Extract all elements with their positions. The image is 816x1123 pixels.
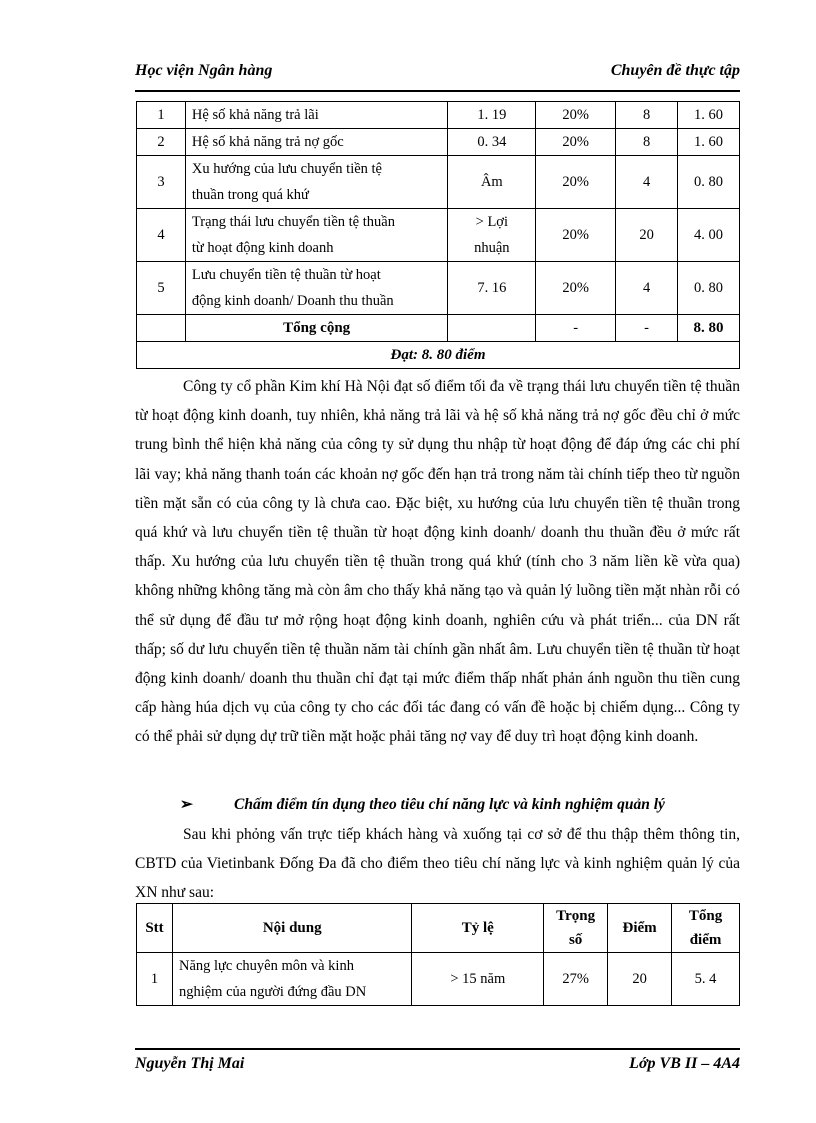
criterion-line: thuần trong quá khứ — [191, 187, 309, 203]
result-label: Đạt: 8. 80 điểm — [137, 342, 740, 369]
header-line: số — [568, 932, 583, 948]
row-value: 7. 16 — [448, 262, 536, 315]
row-weight: 20% — [536, 262, 616, 315]
section-heading — [180, 795, 665, 814]
analysis-paragraph: Công ty cổ phần Kim khí Hà Nội đạt số điểm tối đa về trạng thái lưu chuyển tiền tệ thuần từ hoạt động kinh doanh, tuy nhiên, khả năng trả lãi và hệ số khả năng trả nợ gốc đều chỉ ở mức trung bình thể hiện khả năng của công ty sử dụng thu nhập từ hoạt động để đáp ứng các chi phí lãi vay; khả năng thanh toán các khoản nợ gốc đến hạn trả trong năm tài chính tiếp theo từ nguồn tiền mặt sẵn có của công ty là chưa cao. Đặc biệt, xu hướng của lưu chuyển tiền tệ thuần trong quá khứ và lưu chuyển tiền tệ thuần từ hoạt động kinh doanh/ doanh thu thuần đều ở mức rất thấp. Xu hướng của lưu chuyển tiền tệ thuần trong quá khứ (tính cho 3 năm liền kề vừa qua) không những không tăng mà còn âm cho thấy khả năng tạo và quản lý luồng tiền mặt nhàn rỗi có thể sử dụng để đầu tư mở rộng hoạt động kinh doanh, nghiên cứu và phát triển... của DN rất thấp; số dư lưu chuyển tiền tệ thuần năm tài chính gần nhất âm. Lưu chuyển tiền tệ thuần từ hoạt động kinh doanh/ doanh thu thuần chỉ đạt tại mức điểm thấp nhất phản ánh nguồn thu tiền cung cấp hàng húa dịch vụ của công ty cho các đối tác đang có vấn đề hoặc bị chiếm dụng... Công ty có thể phải sử dụng dự trữ tiền mặt hoặc phải tăng nợ vay để duy trì hoạt động kinh doanh. — [135, 378, 740, 746]
table-row — [137, 953, 740, 1006]
section-heading-text: Chấm điểm tín dụng theo tiêu chí năng lực và kinh nghiệm quản lý — [234, 796, 665, 813]
criterion-line: động kinh doanh/ Doanh thu thuần — [191, 293, 394, 309]
total-value-empty — [448, 315, 536, 342]
row-criterion — [185, 262, 447, 315]
criterion-line: Trạng thái lưu chuyển tiền tệ thuần — [191, 214, 395, 230]
col-stt: Stt — [137, 904, 173, 953]
row-weight: 27% — [544, 953, 608, 1006]
row-total: 1. 60 — [678, 102, 740, 129]
row-criterion: Hệ số khả năng trả nợ gốc — [185, 129, 447, 156]
total-weight: - — [536, 315, 616, 342]
table-row — [137, 156, 740, 209]
table-row — [137, 262, 740, 315]
criterion-line: từ hoạt động kinh doanh — [191, 240, 334, 256]
row-stt: 2 — [137, 129, 186, 156]
row-stt: 1 — [137, 953, 173, 1006]
row-total: 4. 00 — [678, 209, 740, 262]
col-ratio: Tỷ lệ — [412, 904, 544, 953]
value-line: > Lợi — [475, 214, 508, 230]
content-line: Năng lực chuyên môn và kinh — [178, 958, 354, 974]
header-line: Tổng — [688, 908, 723, 924]
header-line: Trọng — [556, 908, 596, 924]
row-score: 4 — [616, 156, 678, 209]
header-document-type: Chuyên đề thực tập — [610, 62, 740, 79]
arrow-bullet-icon: ➢ — [180, 796, 193, 813]
credit-score-table — [136, 101, 740, 369]
criterion-line: Xu hướng của lưu chuyển tiền tệ — [191, 161, 382, 177]
criterion-line: Lưu chuyển tiền tệ thuần từ hoạt — [191, 267, 381, 283]
row-stt: 1 — [137, 102, 186, 129]
col-weight — [544, 904, 608, 953]
total-sum: 8. 80 — [678, 315, 740, 342]
row-ratio: > 15 năm — [412, 953, 544, 1006]
row-total: 5. 4 — [672, 953, 740, 1006]
management-score-table — [136, 903, 740, 1006]
col-score: Điểm — [608, 904, 672, 953]
result-row — [137, 342, 740, 369]
row-weight: 20% — [536, 209, 616, 262]
row-score: 20 — [608, 953, 672, 1006]
footer-class: Lớp VB II – 4A4 — [629, 1055, 740, 1072]
row-stt: 5 — [137, 262, 186, 315]
value-line: nhuận — [474, 240, 510, 256]
row-weight: 20% — [536, 156, 616, 209]
total-row — [137, 315, 740, 342]
row-criterion: Hệ số khả năng trả lãi — [185, 102, 447, 129]
total-label: Tổng cộng — [185, 315, 447, 342]
row-weight: 20% — [536, 129, 616, 156]
row-total: 0. 80 — [678, 262, 740, 315]
col-total — [672, 904, 740, 953]
row-weight: 20% — [536, 102, 616, 129]
footer-author: Nguyễn Thị Mai — [135, 1055, 245, 1072]
row-stt: 4 — [137, 209, 186, 262]
row-value: 1. 19 — [448, 102, 536, 129]
intro-paragraph: Sau khi phỏng vấn trực tiếp khách hàng và xuống tại cơ sở để thu thập thêm thông tin, CBTD của Vietinbank Đống Đa đã cho điểm theo tiêu chí năng lực và kinh nghiệm quản lý của XN như sau: — [135, 826, 740, 902]
total-score: - — [616, 315, 678, 342]
row-criterion — [185, 209, 447, 262]
header-institution: Học viện Ngân hàng — [135, 62, 273, 79]
col-content: Nội dung — [172, 904, 411, 953]
row-value — [448, 209, 536, 262]
table-row — [137, 209, 740, 262]
total-stt-empty — [137, 315, 186, 342]
table-row — [137, 102, 740, 129]
page-footer — [135, 1048, 740, 1073]
row-total: 1. 60 — [678, 129, 740, 156]
page-header — [135, 62, 740, 92]
row-score: 8 — [616, 129, 678, 156]
row-value: 0. 34 — [448, 129, 536, 156]
row-content — [172, 953, 411, 1006]
row-score: 4 — [616, 262, 678, 315]
row-stt: 3 — [137, 156, 186, 209]
content-line: nghiệm của người đứng đầu DN — [178, 984, 367, 1000]
table-header-row — [137, 904, 740, 953]
table-row — [137, 129, 740, 156]
row-score: 8 — [616, 102, 678, 129]
row-value: Âm — [448, 156, 536, 209]
header-line: điểm — [689, 932, 722, 948]
row-score: 20 — [616, 209, 678, 262]
row-criterion — [185, 156, 447, 209]
row-total: 0. 80 — [678, 156, 740, 209]
